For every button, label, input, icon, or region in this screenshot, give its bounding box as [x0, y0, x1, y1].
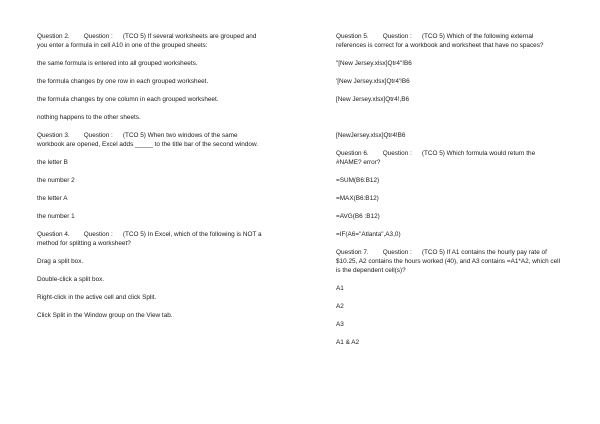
answer-option: =AVG(B6 :B12): [336, 213, 380, 220]
answer-option: the number 1: [37, 213, 75, 220]
question-number: Question 5.: [336, 33, 369, 40]
answer-option: Drag a split box.: [37, 258, 84, 265]
answer-option: the letter A: [37, 195, 68, 202]
question-number: Question 3.: [37, 132, 70, 139]
answer-option: Double-click a split box.: [37, 276, 105, 283]
question-2: [37, 32, 265, 122]
answer-option: [NewJersey.xlsx]Qtr4!B6: [336, 132, 406, 139]
answer-option: A1 & A2: [336, 339, 360, 346]
question-5: [336, 32, 562, 140]
question-3-prompt: [37, 131, 265, 149]
question-label: Question :: [382, 33, 412, 40]
question-7: [336, 248, 562, 347]
answer-option: =IF(A6="Atlanta",A3,0): [336, 231, 401, 238]
answer-option: '[New Jersey.xlsx]Qtr4'!B6: [336, 78, 410, 85]
answer-option: Click Split in the Window group on the View tab.: [37, 312, 173, 319]
question-label: Question :: [83, 33, 113, 40]
answer-option: Right-click in the active cell and click Split.: [37, 294, 157, 301]
answer-option: "[New Jersey.xlsx]Qtr4"!B6: [336, 60, 412, 67]
question-4-prompt: [37, 230, 265, 248]
question-3: [37, 131, 265, 221]
left-column: [37, 32, 265, 320]
question-4: [37, 230, 265, 320]
question-5-prompt: [336, 32, 562, 50]
question-6: [336, 149, 562, 239]
question-text: (TCO 5) Which of the following external references is correct for a workbook and worksheet that have no spaces?: [336, 33, 544, 49]
question-text: (TCO 5) When two windows of the same workbook are opened, Excel adds _____ to the title bar of the second window.: [37, 132, 258, 148]
answer-option: nothing happens to the other sheets.: [37, 114, 141, 121]
question-label: Question :: [83, 132, 113, 139]
question-7-prompt: [336, 248, 562, 275]
answer-option: A3: [336, 321, 344, 328]
question-text: (TCO 5) Which formula would return the #NAME? error?: [336, 150, 536, 166]
question-number: Question 4.: [37, 231, 70, 238]
answer-option: the formula changes by one column in each grouped worksheet.: [37, 96, 219, 103]
answer-option: =SUM(B6:B12): [336, 177, 380, 184]
answer-option: A1: [336, 285, 344, 292]
answer-option: =MAX(B6:B12): [336, 195, 379, 202]
question-6-prompt: [336, 149, 562, 167]
question-text: (TCO 5) If A1 contains the hourly pay rate of $10.25, A2 contains the hours worked (40), and A3 contains =A1*A2, which cell is the dependent cell(s)?: [336, 249, 560, 274]
question-2-prompt: [37, 32, 265, 50]
question-number: Question 2.: [37, 33, 70, 40]
question-text: (TCO 5) If several worksheets are grouped and you enter a formula in cell A10 in one of the grouped sheets:: [37, 33, 257, 49]
answer-option: the letter B: [37, 159, 68, 166]
answer-option: the same formula is entered into all grouped worksheets.: [37, 60, 198, 67]
answer-option: A2: [336, 303, 344, 310]
question-label: Question :: [83, 231, 113, 238]
answer-option: [New Jersey.xlsx]Qtr4!,B6: [336, 96, 410, 103]
question-text: (TCO 5) In Excel, which of the following is NOT a method for splitting a worksheet?: [37, 231, 262, 247]
question-number: Question 7.: [336, 249, 369, 256]
question-label: Question :: [382, 249, 412, 256]
question-number: Question 6.: [336, 150, 369, 157]
question-label: Question :: [382, 150, 412, 157]
answer-option: the formula changes by one row in each grouped worksheet.: [37, 78, 209, 85]
right-column: [336, 32, 562, 347]
answer-option: the number 2: [37, 177, 75, 184]
